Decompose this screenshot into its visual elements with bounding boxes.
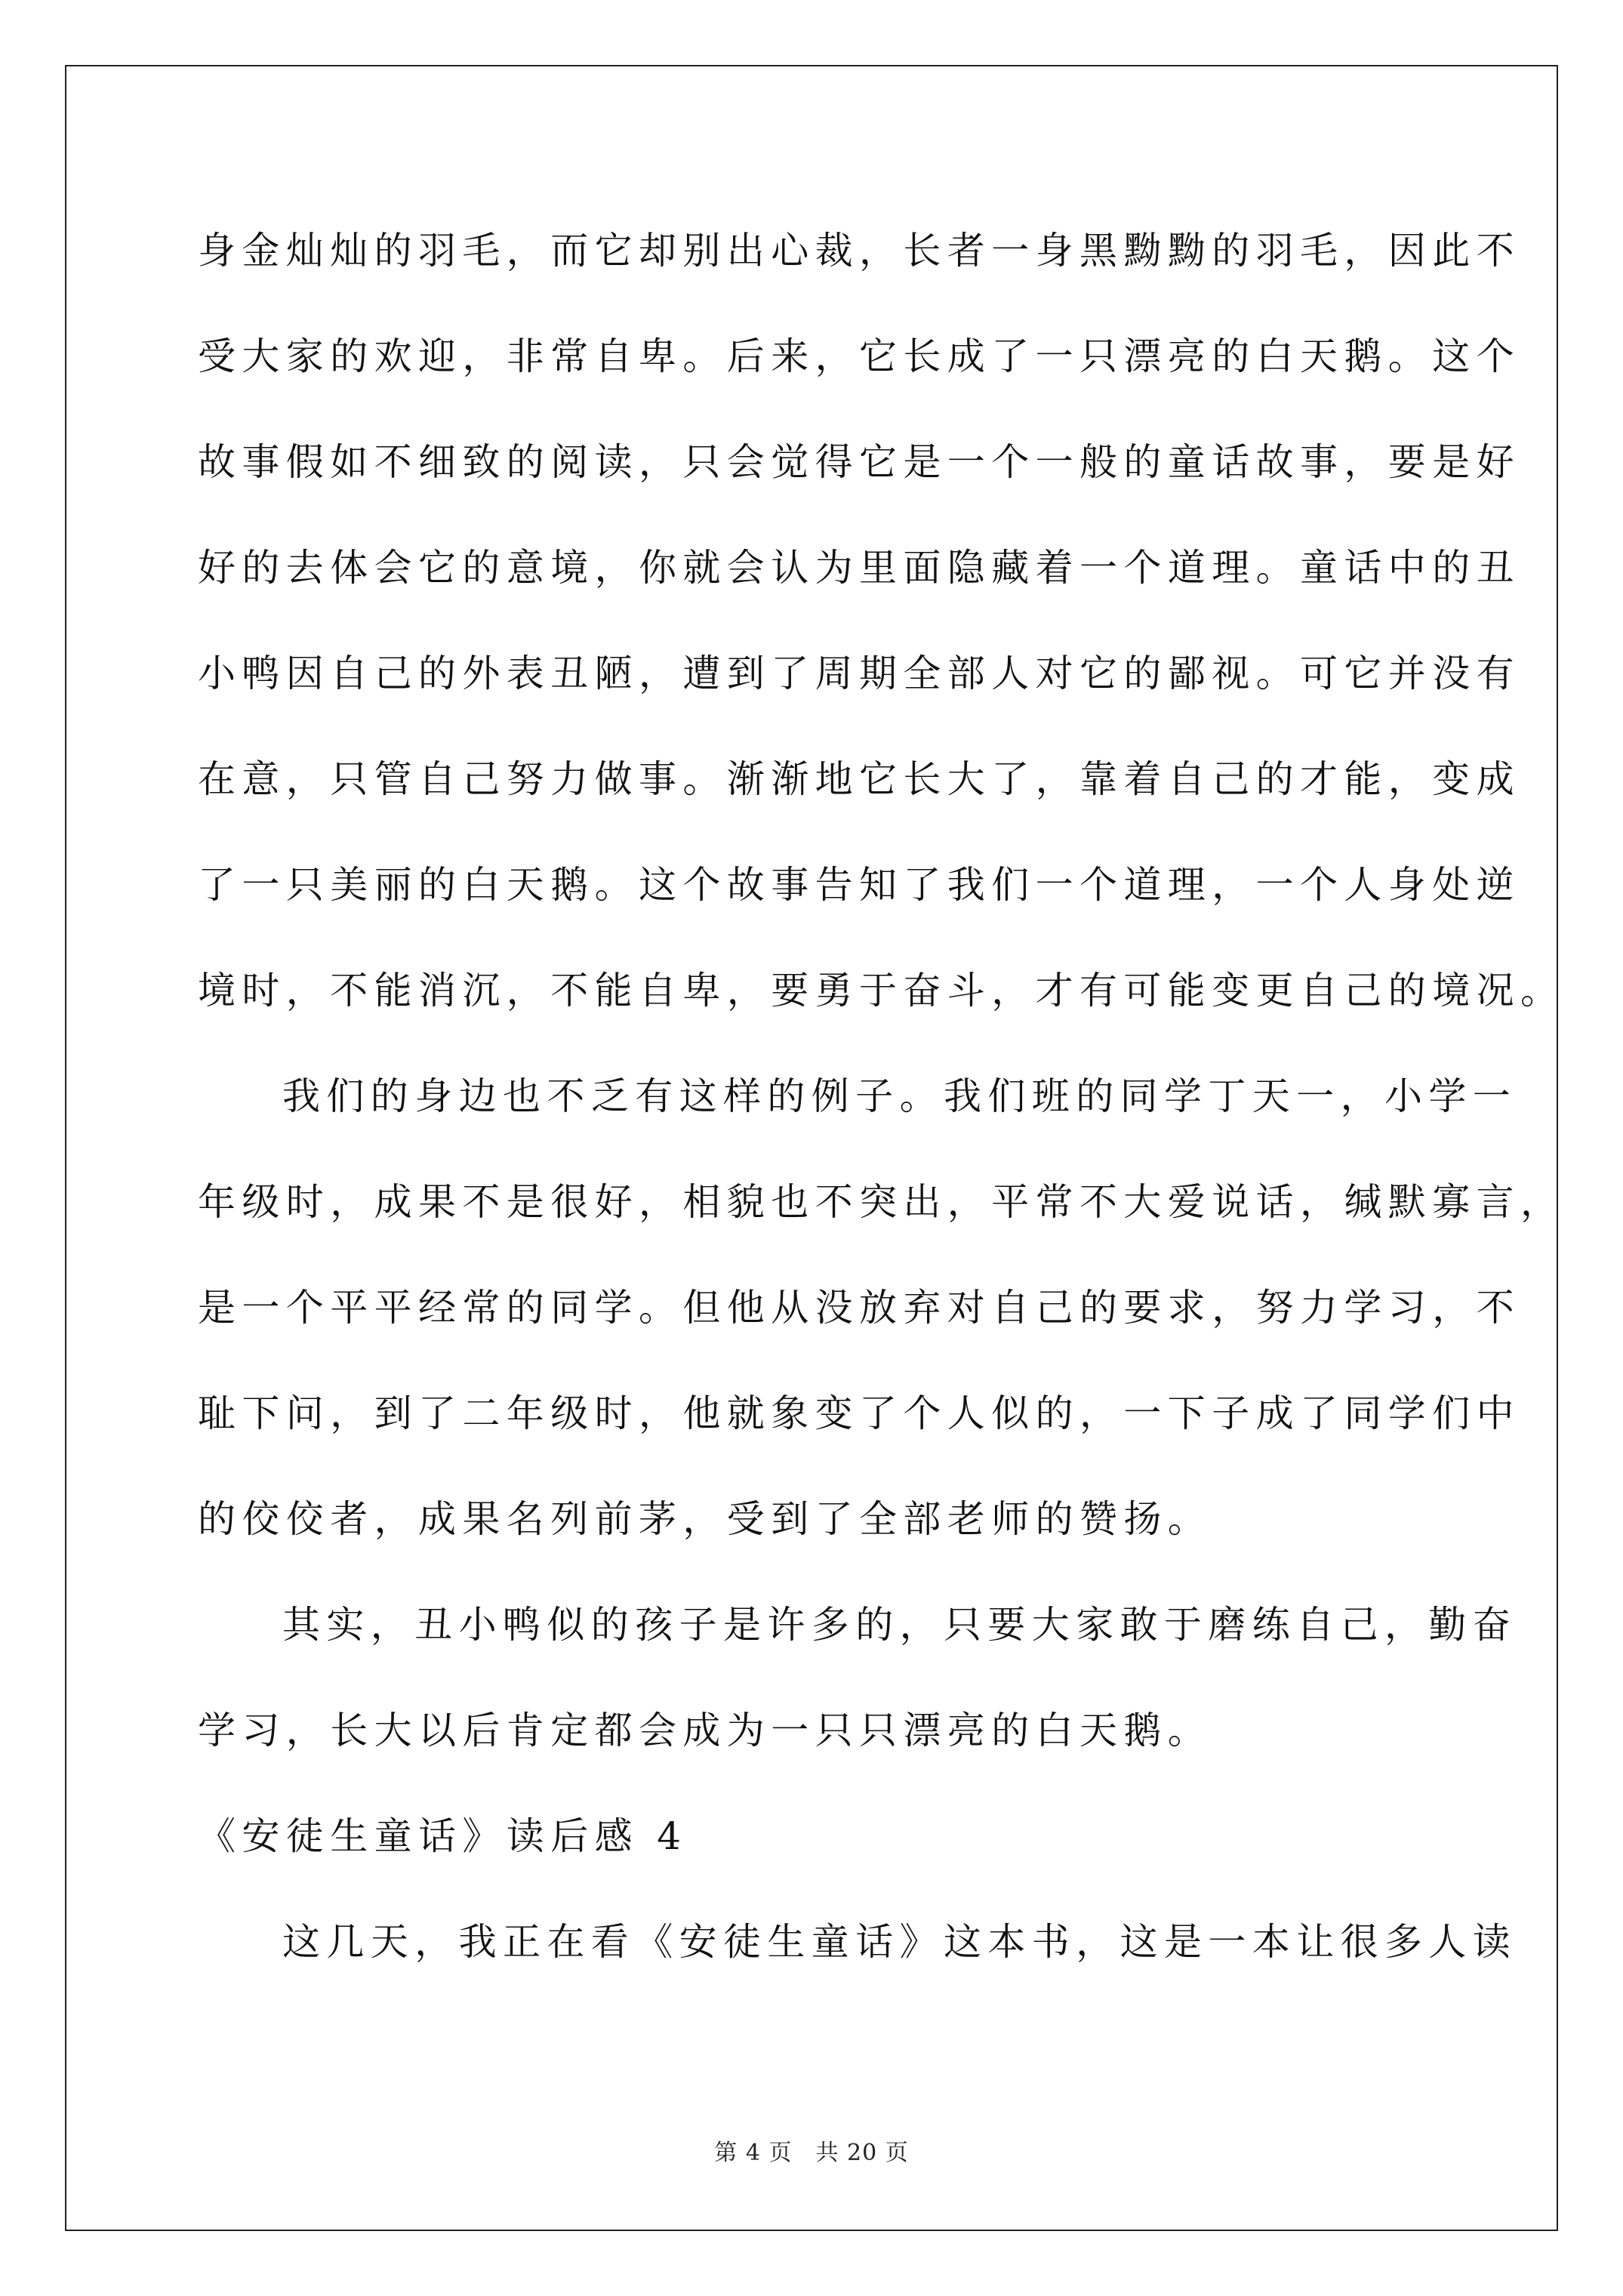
paragraph-start-line: 其实，丑小鸭似的孩子是许多的，只要大家敢于磨练自己，勤奋 (282, 1603, 1517, 1647)
text-line: 小鸭因自己的外表丑陋，遭到了周期全部人对它的鄙视。可它并没有 (198, 652, 1520, 695)
page-number-footer: 第 4 页 共 20 页 (714, 2140, 909, 2166)
text-line: 境时，不能消沉，不能自卑，要勇于奋斗，才有可能变更自己的境况。 (198, 969, 1565, 1012)
text-line: 年级时，成果不是很好，相貌也不突出，平常不大爱说话，缄默寡言， (198, 1180, 1565, 1224)
text-line: 受大家的欢迎，非常自卑。后来，它长成了一只漂亮的白天鹅。这个 (198, 334, 1520, 378)
paragraph-start-line: 这几天，我正在看《安徒生童话》这本书，这是一本让很多人读 (282, 1920, 1517, 1964)
text-line: 好的去体会它的意境，你就会认为里面隐藏着一个道理。童话中的丑 (198, 546, 1520, 590)
text-line: 学习，长大以后肯定都会成为一只只漂亮的白天鹅。 (198, 1709, 1212, 1752)
text-line: 的佼佼者，成果名列前茅，受到了全部老师的赞扬。 (198, 1497, 1212, 1541)
text-line: 了一只美丽的白天鹅。这个故事告知了我们一个道理，一个人身处逆 (198, 863, 1520, 907)
paragraph-start-line: 我们的身边也不乏有这样的例子。我们班的同学丁天一，小学一 (282, 1074, 1517, 1118)
text-line: 在意，只管自己努力做事。渐渐地它长大了，靠着自己的才能，变成 (198, 757, 1520, 801)
text-line: 身金灿灿的羽毛，而它却别出心裁，长者一身黑黝黝的羽毛，因此不 (198, 229, 1520, 273)
page-border (65, 65, 1558, 2231)
text-line: 故事假如不细致的阅读，只会觉得它是一个一般的童话故事，要是好 (198, 440, 1520, 484)
text-line: 耻下问，到了二年级时，他就象变了个人似的，一下子成了同学们中 (198, 1391, 1520, 1435)
section-heading: 《安徒生童话》读后感 4 (198, 1814, 688, 1858)
text-line: 是一个平平经常的同学。但他从没放弃对自己的要求，努力学习，不 (198, 1286, 1520, 1330)
